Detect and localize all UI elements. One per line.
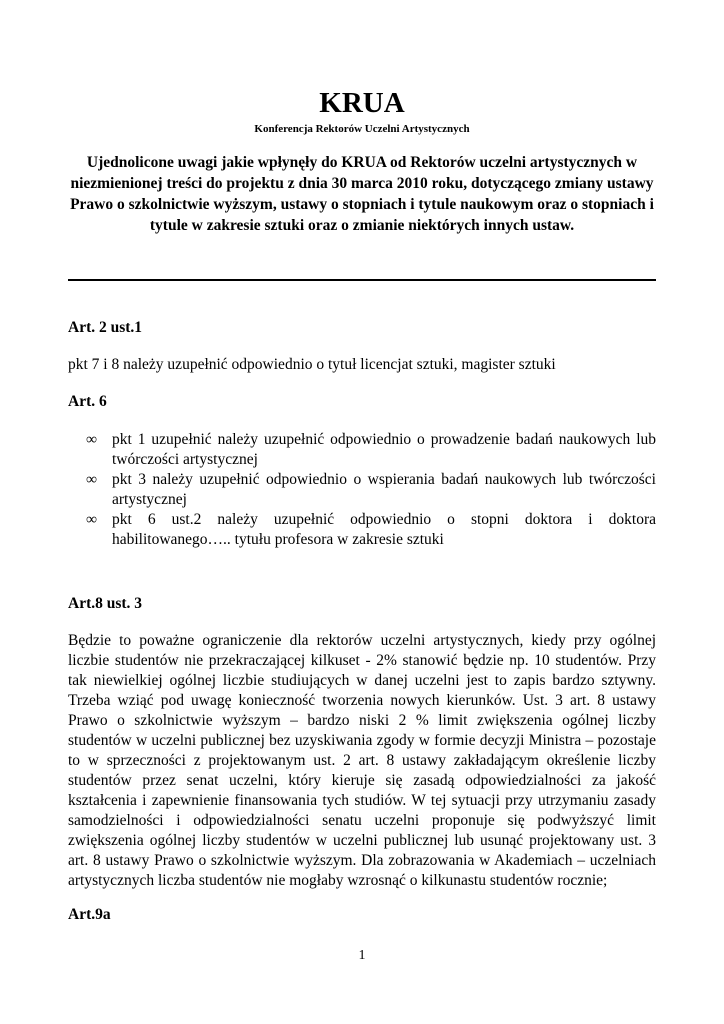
art6-bullet-list <box>68 430 656 550</box>
infinity-bullet-icon: ∞ <box>86 471 98 488</box>
list-item <box>68 470 656 510</box>
section-title-art9a: Art.9a <box>68 906 111 923</box>
section-text-art8: Będzie to poważne ograniczenie dla rektorów uczelni artystycznych, kiedy przy ogólnej liczbie studentów nie przekraczającej kilkuset - 2% stanowić będzie np. 10 studentów. Przy tak niewielkiej ogólnej liczbie studiujących w danej uczelni jest to zapis bardzo sztywny. Trzeba wziąć pod uwagę konieczność tworzenia nowych kierunków. Ust. 3 art. 8 ustawy Prawo o szkolnictwie wyższym – bardzo niski 2 % limit zwiększenia ogólnej liczby studentów w uczelni publicznej bez uzyskiwania zgody w formie decyzji Ministra – pozostaje to w sprzeczności z projektowanym ust. 2 art. 8 ustawy zakładającym określenie liczby studentów przez senat uczelni, który kieruje się zasadą odpowiedzialności za jakość kształcenia i zapewnienie finansowania tych studiów. W tej sytuacji przy utrzymaniu zasady samodzielności i odpowiedzialności senatu uczelni proponuje się podwyższyć limit zwiększenia ogólnej liczby studentów w uczelni publicznej lub usunąć projektowany ust. 3 art. 8 ustawy Prawo o szkolnictwie wyższym. Dla zobrazowania w Akademiach – uczelniach artystycznych liczba studentów nie mogłaby wzrosnąć o kilkunastu studentów rocznie; <box>68 632 656 889</box>
section-text-art2: pkt 7 i 8 należy uzupełnić odpowiednio o tytuł licencjat sztuki, magister sztuki <box>68 356 556 373</box>
infinity-bullet-icon: ∞ <box>86 431 98 448</box>
section-title-art2: Art. 2 ust.1 <box>68 319 143 336</box>
list-item-text: pkt 3 należy uzupełnić odpowiednio o wspierania badań naukowych lub twórczości artystycznej <box>112 471 656 508</box>
horizontal-divider <box>68 279 656 281</box>
document-heading: Ujednolicone uwagi jakie wpłynęły do KRUA od Rektorów uczelni artystycznych w niezmienionej treści do projektu z dnia 30 marca 2010 roku, dotyczącego zmiany ustawy Prawo o szkolnictwie wyższym, ustawy o stopniach i tytule naukowym oraz o stopniach i tytule w zakresie sztuki oraz o zmianie niektórych innych ustaw. <box>70 154 654 234</box>
list-item-text: pkt 6 ust.2 należy uzupełnić odpowiednio o stopni doktora i doktora habilitowanego….. tytułu profesora w zakresie sztuki <box>112 511 656 548</box>
list-item <box>68 430 656 470</box>
list-item-text: pkt 1 uzupełnić należy uzupełnić odpowiednio o prowadzenie badań naukowych lub twórczości artystycznej <box>112 431 656 468</box>
list-item <box>68 510 656 550</box>
section-title-art6: Art. 6 <box>68 393 107 410</box>
page-number: 1 <box>358 948 366 963</box>
organization-title: KRUA <box>319 87 405 119</box>
infinity-bullet-icon: ∞ <box>86 511 98 528</box>
section-title-art8: Art.8 ust. 3 <box>68 595 143 612</box>
organization-subtitle: Konferencja Rektorów Uczelni Artystycznych <box>254 123 470 135</box>
